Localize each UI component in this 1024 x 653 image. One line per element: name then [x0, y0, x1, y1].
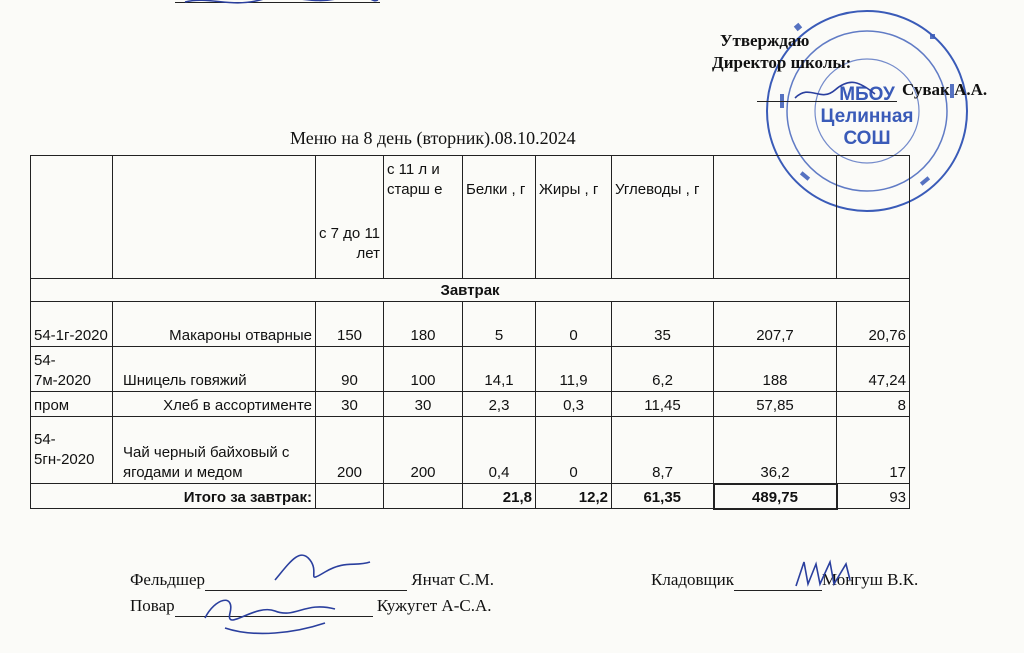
section-title: Завтрак — [31, 279, 910, 302]
portion-11-plus: 30 — [384, 392, 463, 417]
price-value: 20,76 — [837, 302, 910, 347]
price-value: 8 — [837, 392, 910, 417]
stamp-text-3: СОШ — [843, 128, 891, 149]
price-value: 47,24 — [837, 347, 910, 392]
header-carbs: Углеводы , г — [612, 156, 714, 279]
dish-code: пром — [31, 392, 113, 417]
total-label: Итого за завтрак: — [113, 484, 316, 509]
carbs-value: 11,45 — [612, 392, 714, 417]
dish-name: Хлеб в ассортименте — [113, 392, 316, 417]
total-price: 93 — [837, 484, 910, 509]
portion-7-11: 90 — [316, 347, 384, 392]
approval-role: Директор школы: — [712, 53, 852, 72]
header-cell — [714, 156, 837, 279]
total-row — [31, 484, 910, 509]
header-protein: Белки , г — [463, 156, 536, 279]
protein-value: 0,4 — [463, 417, 536, 484]
table-row — [31, 302, 910, 347]
cook-role: Повар — [130, 596, 175, 615]
price-value: 17 — [837, 417, 910, 484]
header-cell — [31, 156, 113, 279]
storekeeper-signature-line — [651, 570, 918, 591]
kcal-value: 57,85 — [714, 392, 837, 417]
storekeeper-role: Кладовщик — [651, 570, 734, 589]
portion-11-plus: 180 — [384, 302, 463, 347]
portion-7-11: 30 — [316, 392, 384, 417]
header-age-7-11: с 7 до 11 лет — [316, 156, 384, 279]
dish-code: 54-1г-2020 — [31, 302, 113, 347]
total-fat: 12,2 — [536, 484, 612, 509]
table-row — [31, 347, 910, 392]
section-row — [31, 279, 910, 302]
fat-value: 0,3 — [536, 392, 612, 417]
total-empty-cell — [316, 484, 384, 509]
table-header-row — [31, 156, 910, 279]
director-name: Сувак А.А. — [902, 80, 988, 99]
storekeeper-name: Монгуш В.К. — [822, 570, 919, 589]
carbs-value: 35 — [612, 302, 714, 347]
medic-role: Фельдшер — [130, 570, 205, 589]
protein-value: 14,1 — [463, 347, 536, 392]
cook-signature — [195, 583, 345, 643]
dish-name: Чай черный байховый с ягодами и медом — [113, 417, 316, 484]
dish-name: Шницель говяжий — [113, 347, 316, 392]
total-kcal: 489,75 — [714, 484, 837, 509]
menu-table — [30, 155, 910, 510]
fat-value: 11,9 — [536, 347, 612, 392]
header-age-11-plus: с 11 л и старш е — [384, 156, 463, 279]
medic-name: Янчат С.М. — [411, 570, 494, 589]
table-row — [31, 392, 910, 417]
table-row — [31, 417, 910, 484]
kcal-value: 36,2 — [714, 417, 837, 484]
kcal-value: 188 — [714, 347, 837, 392]
cook-name: Кужугет А-С.А. — [376, 596, 492, 615]
fat-value: 0 — [536, 302, 612, 347]
protein-value: 2,3 — [463, 392, 536, 417]
total-empty-cell — [31, 484, 113, 509]
protein-value: 5 — [463, 302, 536, 347]
director-signature — [790, 78, 880, 108]
approval-title: Утверждаю — [720, 31, 810, 50]
kcal-value: 207,7 — [714, 302, 837, 347]
dish-code: 54-7м-2020 — [31, 347, 113, 392]
storekeeper-signature — [790, 556, 860, 592]
total-carbs: 61,35 — [612, 484, 714, 509]
carbs-value: 8,7 — [612, 417, 714, 484]
portion-7-11: 150 — [316, 302, 384, 347]
header-cell — [113, 156, 316, 279]
stamp-text-1: МБОУ — [839, 84, 895, 105]
dish-code: 54-5гн-2020 — [31, 417, 113, 484]
menu-title: Меню на 8 день (вторник).08.10.2024 — [290, 128, 576, 148]
portion-7-11: 200 — [316, 417, 384, 484]
stamp-text-2: Целинная — [820, 106, 914, 127]
portion-11-plus: 100 — [384, 347, 463, 392]
header-fat: Жиры , г — [536, 156, 612, 279]
portion-11-plus: 200 — [384, 417, 463, 484]
total-empty-cell — [384, 484, 463, 509]
fat-value: 0 — [536, 417, 612, 484]
top-signature-scribble — [180, 0, 380, 14]
approval-block — [712, 30, 851, 74]
dish-name: Макароны отварные — [113, 302, 316, 347]
total-protein: 21,8 — [463, 484, 536, 509]
header-cell — [837, 156, 910, 279]
carbs-value: 6,2 — [612, 347, 714, 392]
